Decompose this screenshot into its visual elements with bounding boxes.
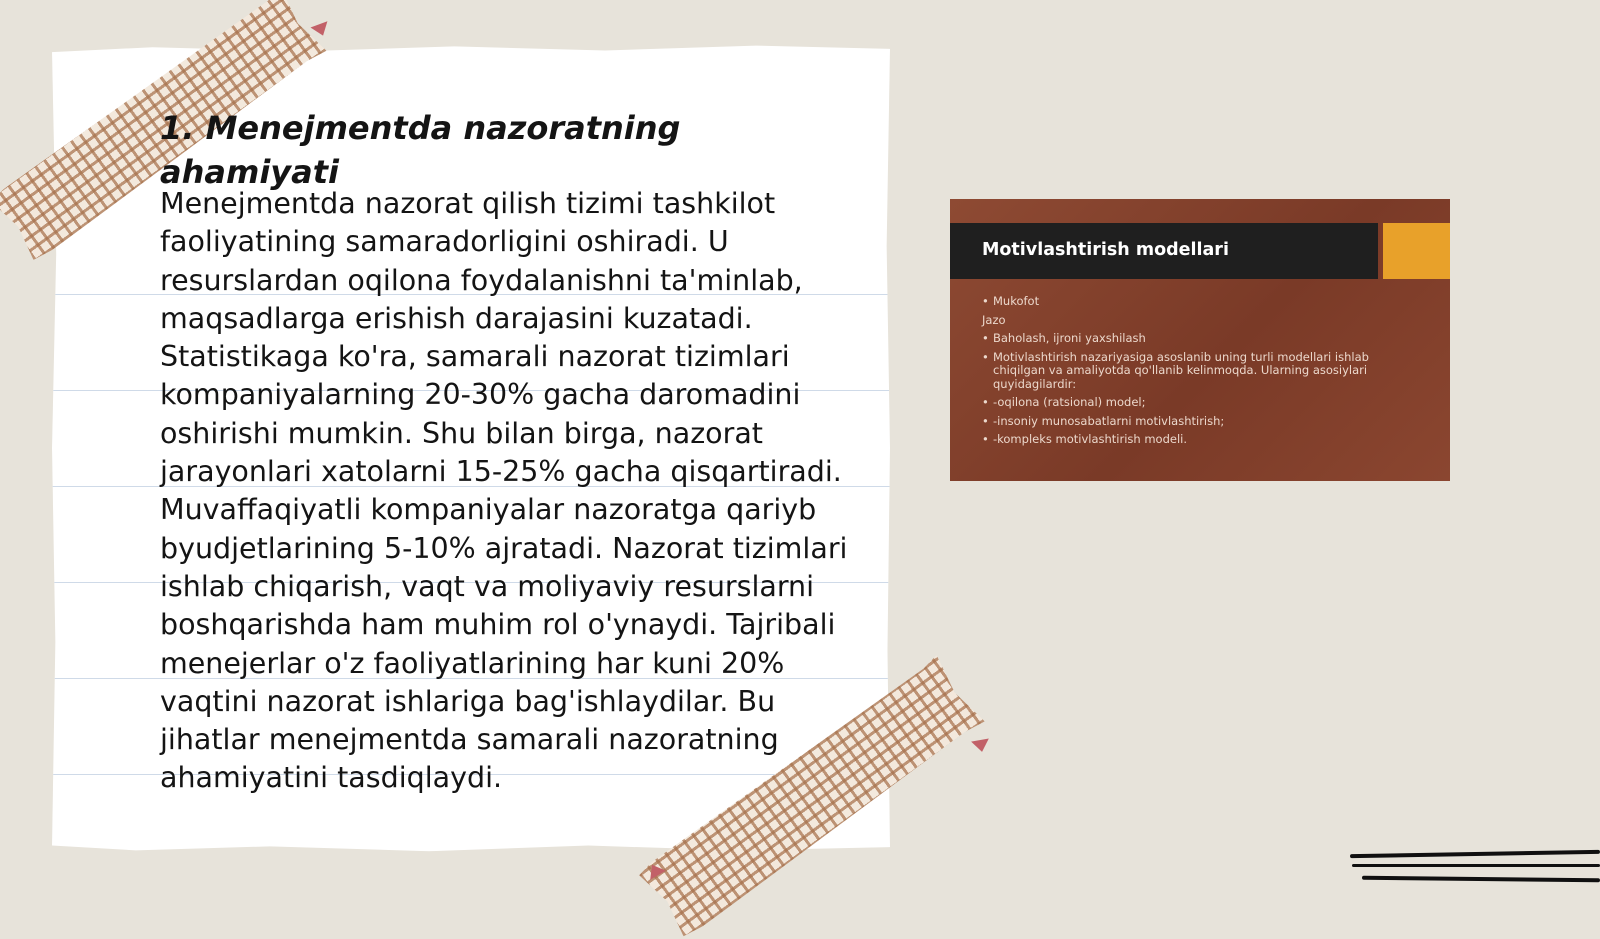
body-paragraph: Menejmentda nazorat qilish tizimi tashkilot faoliyatining samaradorligini oshiradi. U resurslardan oqilona foydalanishni ta'minlab, maqsadlarga erishish darajasini kuzatadi. Statistikaga ko'ra, samarali nazorat tizimlari kompaniyalarning 20-30% gacha daromadini oshirishi mumkin. Shu bilan birga, nazorat jarayonlari xatolarni 15-25% gacha qisqartiradi. Muvaffaqiyatli kompaniyalar nazoratga qariyb byudjetlarining 5-10% ajratadi. Nazorat tizimlari ishlab chiqarish, vaqt va moliyaviy resurslarni boshqarishda ham muhim rol o'ynaydi. Tajribali menejerlar o'z faoliyatlarining har kuni 20% vaqtini nazorat ishlariga bag'ishlaydilar. Bu jihatlar menejmentda samarali nazoratning ahamiyatini tasdiqlaydi. <box>160 187 848 795</box>
pin-icon <box>310 21 331 38</box>
slide-title: Motivlashtirish modellari <box>982 240 1229 260</box>
slide-title-bar <box>950 223 1378 279</box>
slide-list-item: • -oqilona (ratsional) model; <box>982 396 1402 410</box>
slide-bullet-list <box>982 295 1402 452</box>
pin-icon <box>971 739 991 754</box>
slide-list-item: • Mukofot <box>982 295 1402 309</box>
slide-list-item: • -kompleks motivlashtirish modeli. <box>982 433 1402 447</box>
decorative-brush-stroke <box>1352 864 1600 867</box>
slide-list-item: • Baholash, ijroni yaxshilash <box>982 332 1402 346</box>
slide-list-item: • -insoniy munosabatlarni motivlashtirish; <box>982 415 1402 429</box>
slide-list-item: Jazo <box>982 312 1006 327</box>
slide-thumbnail <box>950 199 1450 481</box>
slide-list-item: • Motivlashtirish nazariyasiga asoslanib uning turli modellari ishlab chiqilgan va amaliyotda qo'llanib kelinmoqda. Ularning asosiylari quyidagilardir: <box>982 351 1402 392</box>
decorative-brush-stroke <box>1362 876 1600 882</box>
slide-accent-block <box>1383 223 1450 279</box>
page-title: 1. Menejmentda nazoratning ahamiyati <box>160 109 681 191</box>
decorative-brush-stroke <box>1350 850 1600 858</box>
